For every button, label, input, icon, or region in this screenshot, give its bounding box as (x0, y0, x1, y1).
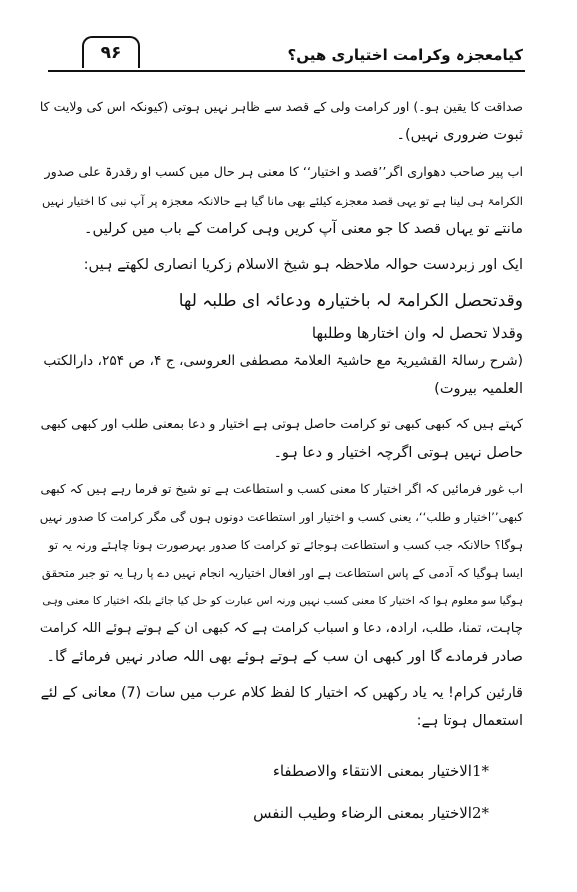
text-line: اب غور فرمائیں کہ اگر اختیار کا معنی کسب و استطاعت ہے تو شیخ تو فرما رہے ہیں کہ کبھی (40, 482, 523, 496)
text-line: صداقت کا یقین ہو۔) اور کرامت ولی کے قصد سے ظاہر نہیں ہوتی (کیونکہ اس کی ولایت کا (39, 99, 523, 114)
text-line: استعمال ہوتا ہے: (416, 713, 523, 729)
text-line: ہوگیا سو معلوم ہوا کہ اختیار کا معنی کسب نہیں ورنہ اس عبارت کو حل کیا جائے بلکہ اختیار کا معنی وہی (42, 594, 523, 607)
text-line: قارئین کرام! یہ یاد رکھیں کہ اختیار کا لفظ کلام عرب میں سات (7) معانی کے لئے (40, 685, 523, 701)
text-line: حاصل نہیں ہوتی اگرچہ اختیار و دعا ہو۔ (273, 445, 523, 461)
text-line: ثبوت ضروری نہیں)۔ (396, 127, 523, 143)
text-line: ہوگا؟ حالانکہ جب کسب و استطاعت ہوجائے تو کرامت کا صدور بہرصورت ہونا چاہئے ورنہ یہ تو (48, 538, 523, 552)
text-line: الکرامۃ ہی لینا ہے تو یہی قصد معجزے کیلئے بھی مانا گیا ہے حالانکہ معجزہ پر آپ نبی کا اختیار نہیں (41, 194, 523, 208)
text-line: ایک اور زبردست حوالہ ملاحظہ ہو شیخ الاسلام زکریا انصاری لکھتے ہیں: (83, 257, 523, 273)
text-line: کبھی’’اختیار و طلب‘‘، یعنی کسب و اختیار اور استطاعت دونوں ہوں گی مگر کرامت کا صدور نہیں (39, 510, 523, 524)
text-line: کہتے ہیں کہ کبھی کبھی تو کرامت حاصل ہوتی ہے اختیار و دعا بمعنی طلب اور کبھی کبھی (40, 417, 523, 432)
citation-line: (شرح رسالۃ القشیریۃ مع حاشیۃ العلامۃ مصطفی العروسی، ج ۴، ص ۲۵۴، دارالکتب (43, 353, 523, 369)
text-line: مانتے تو یہاں قصد کا جو معنی آپ کریں وہی کرامت کے باب میں کرلیں۔ (84, 221, 523, 237)
list-item: *2الاختیار بمعنی الرضاء وطیب النفس (253, 804, 489, 822)
text-line: اب پیر صاحب دھواری اگر’’قصد و اختیار‘‘ کا معنی ہر حال میں کسب او رقدرۃ علی صدور (44, 165, 523, 180)
arabic-quote-line: وقدتحصل الکرامۃ لہ باختیارہ ودعائہ ای طلبہ لھا (178, 291, 523, 311)
text-line: صادر فرمادے گا اور کبھی ان سب کے ہوتے ہوئے بھی اللہ صادر نہیں فرمائے گا۔ (46, 649, 523, 665)
citation-line: العلمیہ بیروت) (434, 381, 523, 397)
text-line: ایسا ہوگیا کہ آدمی کے پاس استطاعت ہے اور افعال اختیاریہ انجام نہیں دے پا رہا یہ تو جبر متحقق (41, 566, 523, 580)
page-title: کیامعجزہ وکرامت اختیاری ھیں؟ (287, 46, 523, 64)
page-number: ۹۶ (82, 36, 140, 68)
text-line: چاہت، تمنا، طلب، ارادہ، دعا و اسباب کرامت ہے کہ کبھی ان کے ہوتے ہوئے اللہ کرامت (39, 621, 523, 636)
arabic-quote-line: وقدلا تحصل لہ وان اختارھا وطلبھا (311, 324, 523, 342)
header-rule (48, 70, 525, 72)
list-item: *1الاختیار بمعنی الانتقاء والاصطفاء (272, 762, 489, 780)
